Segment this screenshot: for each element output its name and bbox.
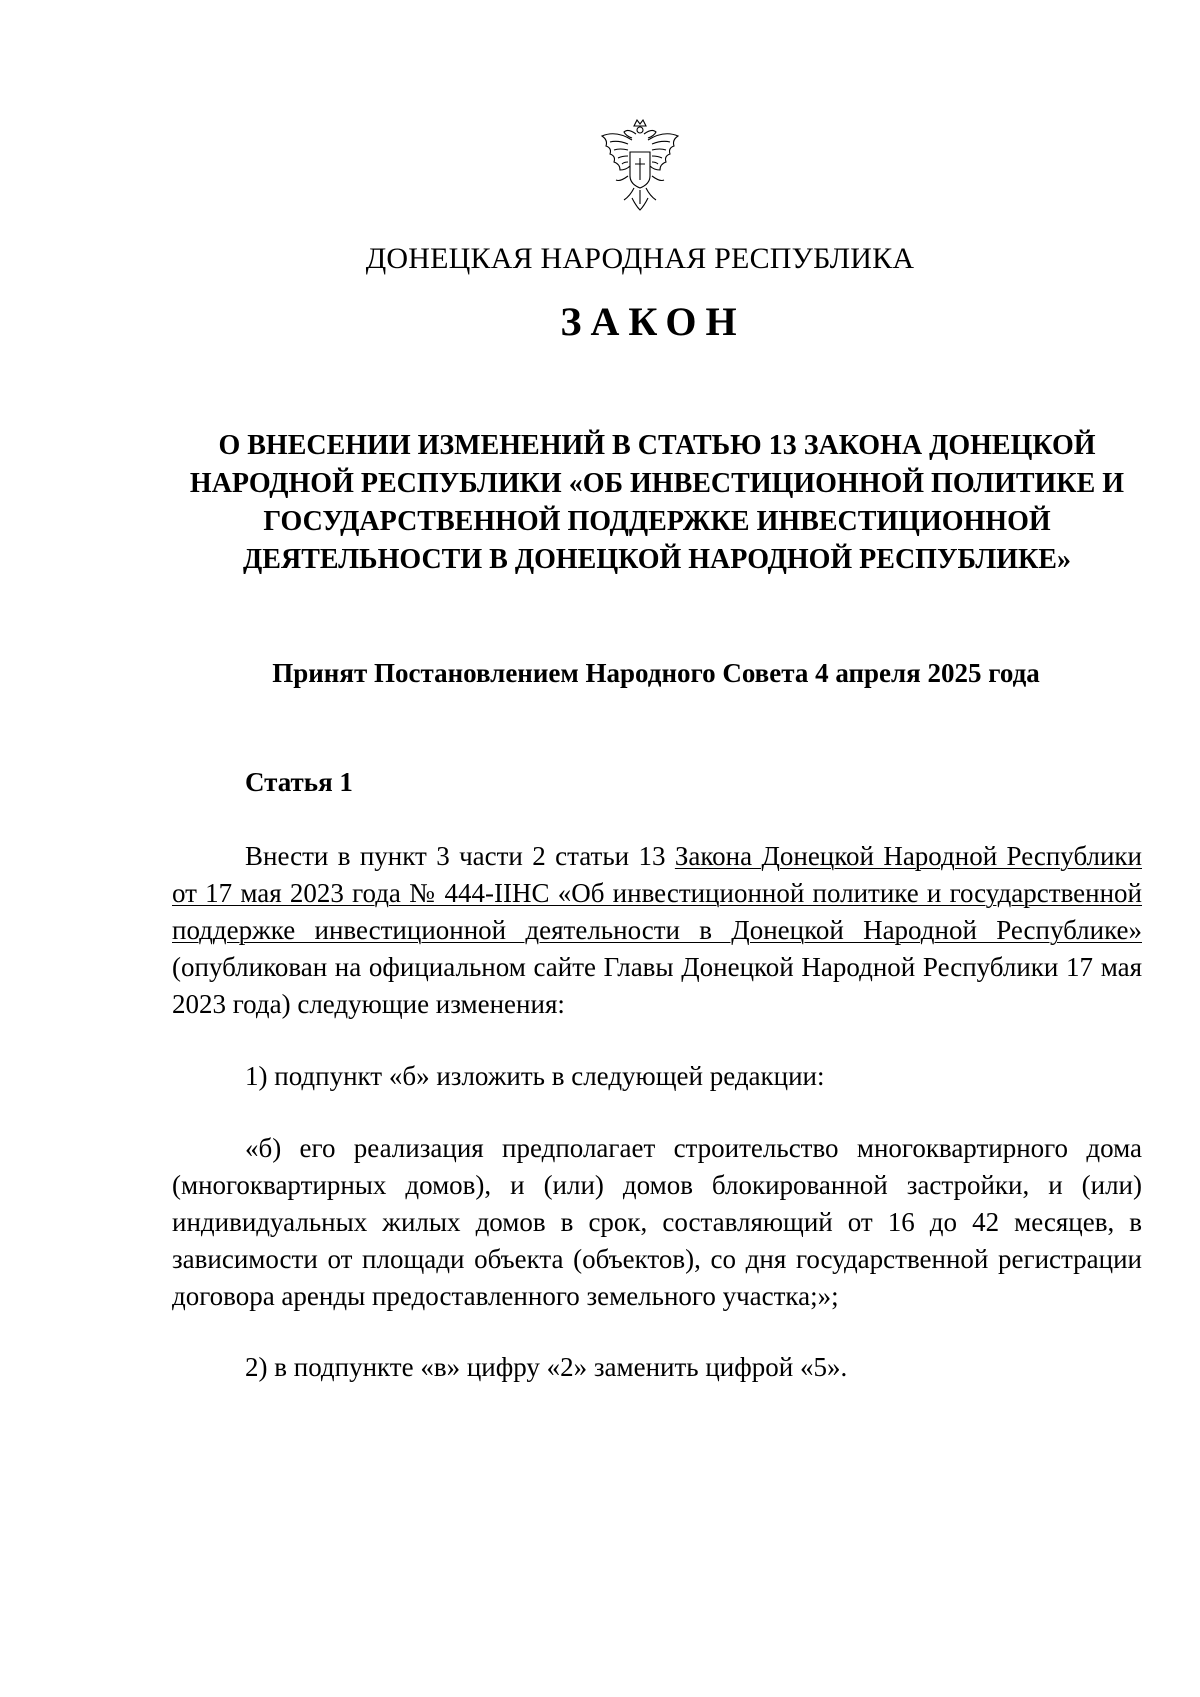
adoption-line: Принят Постановлением Народного Совета 4 апреля 2025 года bbox=[272, 658, 1040, 688]
amendment-item-2: 2) в подпункте «в» цифру «2» заменить цифрой «5». bbox=[245, 1352, 848, 1382]
republic-name: ДОНЕЦКАЯ НАРОДНАЯ РЕСПУБЛИКА bbox=[365, 242, 915, 275]
article-intro-paragraph bbox=[172, 838, 1142, 1023]
law-title: О ВНЕСЕНИИ ИЗМЕНЕНИЙ В СТАТЬЮ 13 ЗАКОНА ДОНЕЦКОЙ НАРОДНОЙ РЕСПУБЛИКИ «ОБ ИНВЕСТИЦИОННОЙ ПОЛИТИКЕ И ГОСУДАРСТВЕННОЙ ПОДДЕРЖКЕ ИНВЕСТИЦИОННОЙ ДЕЯТЕЛЬНОСТИ В ДОНЕЦКОЙ НАРОДНОЙ РЕСПУБЛИКЕ» bbox=[189, 430, 1125, 575]
amendment-item-1-text: «б) его реализация предполагает строительство многоквартирного дома (многоквартирных домов), и (или) домов блокированной застройки, и (или) индивидуальных жилых домов в срок, составляющий от 16 до 42 месяцев, в зависимости от площади объекта (объектов), со дня государственной регистрации договора аренды предоставленного земельного участка;»; bbox=[172, 1133, 1142, 1311]
intro-text-after: (опубликован на официальном сайте Главы Донецкой Народной Республики 17 мая 2023 года) следующие изменения: bbox=[172, 952, 1142, 1019]
document-type: ЗАКОН bbox=[560, 299, 746, 344]
intro-text-before: Внести в пункт 3 части 2 статьи 13 bbox=[245, 841, 675, 871]
law-reference-link[interactable]: Закона Донецкой Народной Республики от 17 мая 2023 года № 444-IIНС «Об инвестиционной политике и государственной поддержке инвестиционной деятельности в Донецкой Народной Республике» bbox=[172, 841, 1142, 945]
article-heading: Статья 1 bbox=[245, 767, 353, 797]
amendment-item-1: 1) подпункт «б» изложить в следующей редакции: bbox=[245, 1061, 825, 1091]
coat-of-arms-icon bbox=[598, 118, 682, 218]
